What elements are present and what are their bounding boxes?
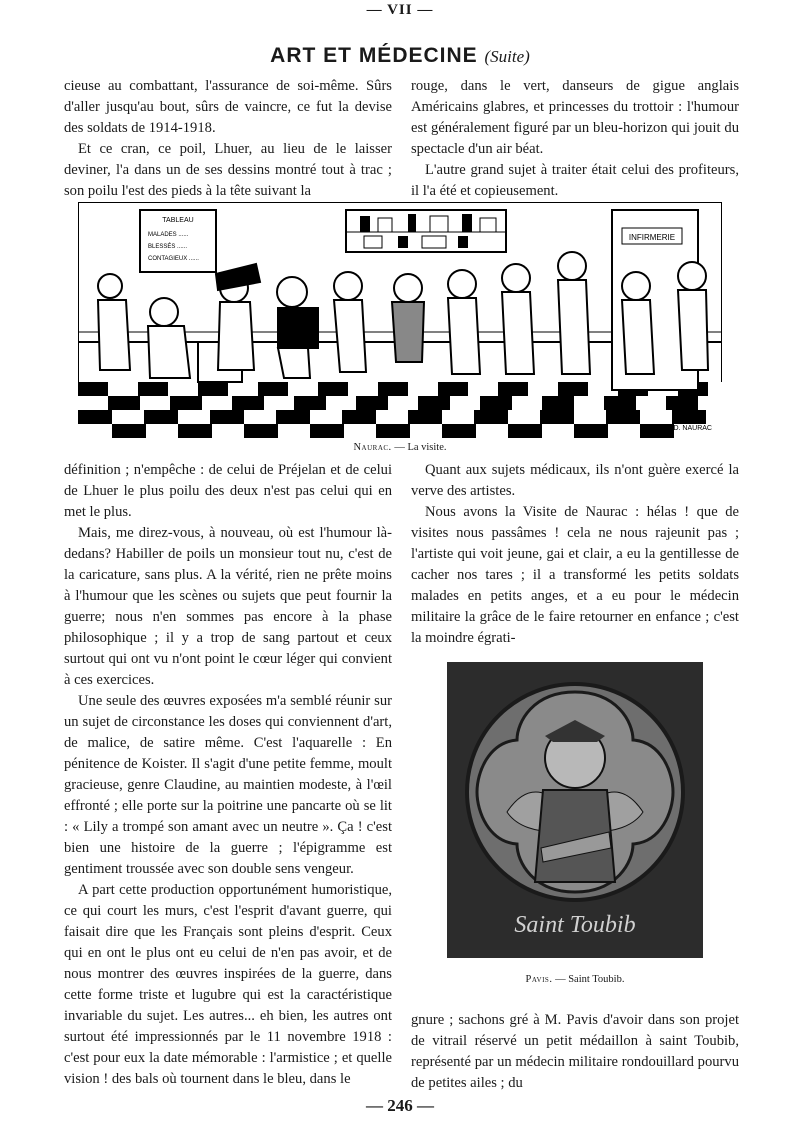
la-visite-illustration [78,202,722,438]
medicine-shelf [346,210,506,252]
caption-author: Naurac. [353,442,392,453]
caption-title: — La visite. [391,442,447,453]
wall-board [140,210,216,272]
paragraph: gnure ; sachons gré à M. Pavis d'avoir dans son projet de vitrail réservé un petit médaillon à saint Toubib, représenté par un médecin militaire rondouillard pourvu de petites ailes ; du [411,1012,739,1091]
board-line: MALADES ...... [148,232,189,238]
roman-page-number: — VII — [366,2,434,18]
paragraph: A part cette production opportunément humoristique, ce qui court les murs, c'est l'esprit d'avant guerre, qui faisait dire que les Français sont pleins d'esprit. Ceux qui en ont le plus ont eu celui de n'en pas avoir, et de nous montrer des œuvres inspirées de la guerre, dans cette forme triste et lugubre qui est la caractéristique invariable du sujet. Les autres... eh bien, les autres ont surtout été impressionnés par le 11 novembre 1918 : c'est pour eux la date mémorable : l'armistice ; et quelle vision ! des bals où tournent dans le bleu, dans le [64,882,392,1087]
medallion-inscription: Saint Toubib [514,912,636,938]
page-title [0,44,800,68]
artist-signature: H.D. NAURAC [666,425,712,432]
stained-glass-medallion [447,662,703,958]
title-suffix: (Suite) [484,47,530,66]
saint-toubib-illustration [447,662,703,958]
paragraph: cieuse au combattant, l'assurance de soi-même. Sûrs d'aller jusqu'au bout, sûrs de vaincre, ce fut la devise des soldats de 1914-1918. [64,78,392,136]
board-line: TABLEAU [162,217,194,224]
column-after-figure [411,1010,739,1094]
paragraph: Nous avons la Visite de Naurac : hélas ! que de visites nous passâmes ! cela ne nous rajeunit pas ; l'artiste qui voit jeune, gai et clair, a eu la gentillesse de cacher nos tares ; il a transformé les petits soldats malades en petits anges, et a eu pour le médecin militaire la grâce de le faire retourner en enfance ; c'est la moindre égrati- [411,504,739,646]
paragraph: Et ce cran, ce poil, Lhuer, au lieu de le laisser deviner, l'a dans un de ses dessins montré tout à trac ; son poilu l'est des pieds à la tête suivant la [64,141,392,199]
board-line: BLESSÉS ...... [148,244,188,250]
paragraph: Une seule des œuvres exposées m'a semblé réunir sur un sujet de circonstance les doses qui conviennent d'art, de malice, de satire même. C'est l'aquarelle : En pénitence de Koister. Il s'agit d'une petite femme, moult gracieuse, genre Claudine, au maintien modeste, à l'œil effronté ; elle porte sur la poitrine une pancarte où se lit : « Lily a trompé son amant avec un neutre ». Ça ! c'est bien une histoire de la guerre ; l'épigramme est gentiment troussée avec son double sens vengeur. [64,693,392,877]
paragraph: définition ; n'empêche : de celui de Préjelan et de celui de Lhuer le plus poilu des deux n'est pas celui qui en met le plus. [64,462,392,520]
caption-title: — Saint Toubib. [552,974,625,985]
paragraph: rouge, dans le vert, danseurs de gigue anglais Américains glabres, et princesses du trottoir : l'humour est généralement figuré par un bleu-horizon qui jouit du spectacle d'un air béat. [411,78,739,157]
title-text: ART ET MÉDECINE [270,44,478,67]
column-bottom-right [411,460,739,649]
paragraph: Quant aux sujets médicaux, ils n'ont guère exercé la verve des artistes. [411,462,739,499]
caption-la-visite [78,442,722,453]
door-sign: INFIRMERIE [628,233,676,242]
caption-author: Pavis. [525,974,553,985]
caption-saint-toubib [447,974,703,985]
paragraph: Mais, me direz-vous, à nouveau, où est l'humour là-dedans? Habiller de poils un monsieur tout nu, c'est de la caricature, sans plus. A la vérité, rien ne prête moins à l'humour que les scènes ou sujets que peut fournir la guerre; nous n'en sommes pas encore à la phase philosophique ; il y a trop de sang partout et ceux surtout qui ont vu n'ont point le cœur léger qui convient à ces exercices. [64,525,392,688]
column-bottom-left [64,460,392,1090]
page-number: — 246 — [366,1096,434,1115]
board-line: CONTAGIEUX ...... [148,256,199,262]
column-top-right [411,76,739,202]
paragraph: L'autre grand sujet à traiter était celui des profiteurs, il l'a été et copieusement. [411,162,739,199]
column-top-left [64,76,392,202]
